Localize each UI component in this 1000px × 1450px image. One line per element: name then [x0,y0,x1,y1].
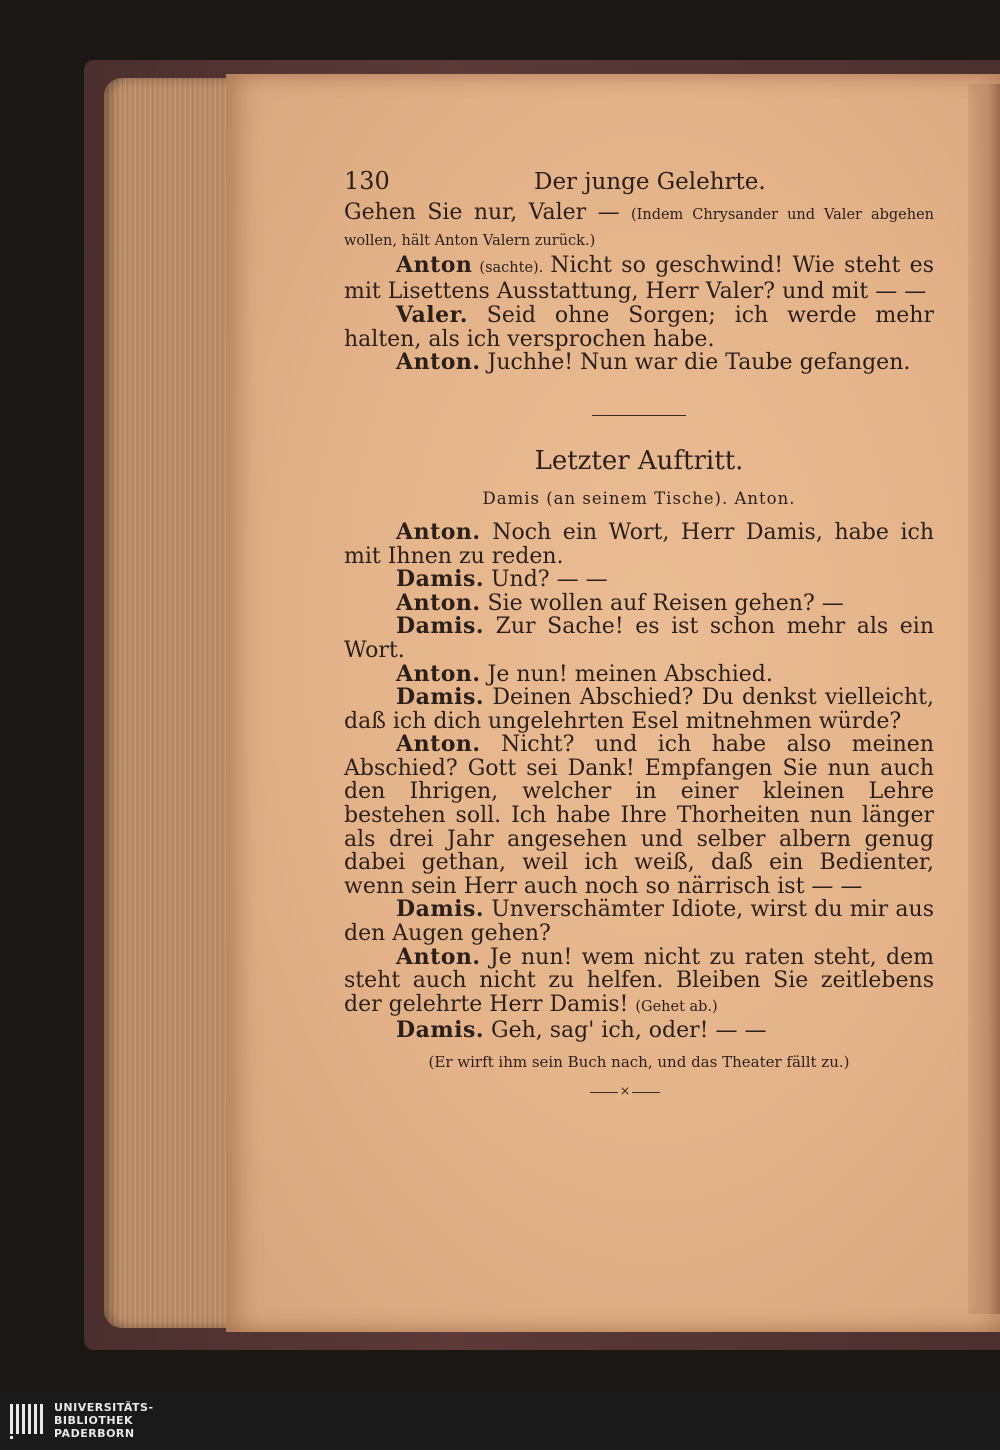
stage-direction: (Indem Chrysander und Valer abgehen wollen, hält Anton Valern zurück.) [344,206,935,250]
line-text: Unverschämter Idiote, wirst du mir aus den Augen gehen? [344,897,934,947]
speaker-name: Anton. [396,660,481,687]
line-text: Je nun! meinen Abschied. [480,661,773,687]
end-ornament-mark: × [619,1084,631,1099]
page-gutter [968,84,1000,1314]
paragraph [344,301,934,352]
previous-scene-text [344,201,934,375]
scene-title: Letzter Auftritt. [534,445,744,476]
stage-direction: (Gehet ab.) [635,998,718,1015]
paragraph [344,1019,934,1043]
speaker-name: Damis. [396,896,485,923]
speaker-name: Anton. [396,349,481,376]
line-text: Nicht? und ich habe also meinen Abschied? Gott sei Dank! Empfangen Sie nun auch den Ihrigen, welcher in einer kleinen Lehre bestehen soll. Ich habe Ihre Thorheiten nun länger als drei Jahr angesehen und selber albern genug dabei gethan, weil ich weiß, daß ein Bedienter, wenn sein Herr auch noch so närrisch ist — — [344,732,934,899]
line-text: Je nun! wem nicht zu raten steht, dem steht auch nicht zu helfen. Bleiben Sie zeitlebens der gelehrte Herr Damis! [344,944,934,1017]
paragraph [344,201,934,254]
line-text: Zur Sache! es ist schon mehr als ein Wort. [344,614,934,663]
page-header [344,167,934,195]
page-edges [104,78,246,1328]
line-text: Juchhe! Nun war die Taube gefangen. [480,350,911,376]
line-text: Geh, sag' ich, oder! — — [484,1018,767,1044]
line-text: Gehen Sie nur, Valer — [344,199,631,225]
line-text: Noch ein Wort, Herr Damis, habe ich mit Ihnen zu reden. [344,519,934,569]
library-footer [0,1392,1000,1450]
library-name-line: UNIVERSITÄTS- [54,1401,154,1414]
line-text: Sie wollen auf Reisen gehen? — [480,590,844,616]
speaker-name: Anton. [396,589,481,616]
university-library-logo-icon [8,1400,48,1440]
book-page [226,74,1000,1332]
speaker-name: Anton. [396,518,481,545]
library-name-line: BIBLIOTHEK [54,1414,134,1427]
paragraph [344,518,934,569]
line-text: Und? — — [484,567,608,593]
paragraph [344,733,934,898]
paragraph [344,251,934,305]
library-name-line: PADERBORN [54,1427,135,1440]
page-text [344,167,935,1075]
speaker-name: Damis. [396,613,485,640]
page-number: 130 [344,167,390,195]
line-text: Nicht so geschwind! Wie steht es mit Lisettens Ausstattung, Herr Valer? und mit — — [344,252,934,305]
closing-stage-direction: (Er wirft ihm sein Buch nach, und das Theater fällt zu.) [428,1053,850,1071]
speaker-name: Anton [396,251,473,278]
speaker-name: Damis. [396,1017,485,1044]
paragraph [344,686,934,733]
line-text: Deinen Abschied? Du denkst vielleicht, daß ich dich ungelehrten Esel mitnehmen würde? [344,685,934,734]
speaker-name: Anton. [396,731,481,758]
paragraph [344,589,934,616]
library-name [54,1401,154,1440]
speaker-name: Valer. [396,301,468,328]
end-ornament [590,1086,660,1098]
speaker-name: Damis. [396,566,485,593]
scene-personae: Damis (an seinem Tische). Anton. [482,489,796,509]
paragraph [344,351,934,375]
speaker-name: Anton. [396,943,481,970]
paragraph [344,568,934,592]
line-text: Seid ohne Sorgen; ich werde mehr halten, als ich versprochen habe. [344,302,934,352]
paragraph [344,615,934,662]
paragraph [344,943,934,1020]
paragraph [344,898,934,945]
dialogue [344,518,934,1044]
speaker-name: Damis. [396,684,485,711]
scene-divider [592,415,686,416]
paragraph [344,660,934,687]
stage-direction: (sachte). [472,259,551,276]
running-head: Der junge Gelehrte. [534,169,766,195]
